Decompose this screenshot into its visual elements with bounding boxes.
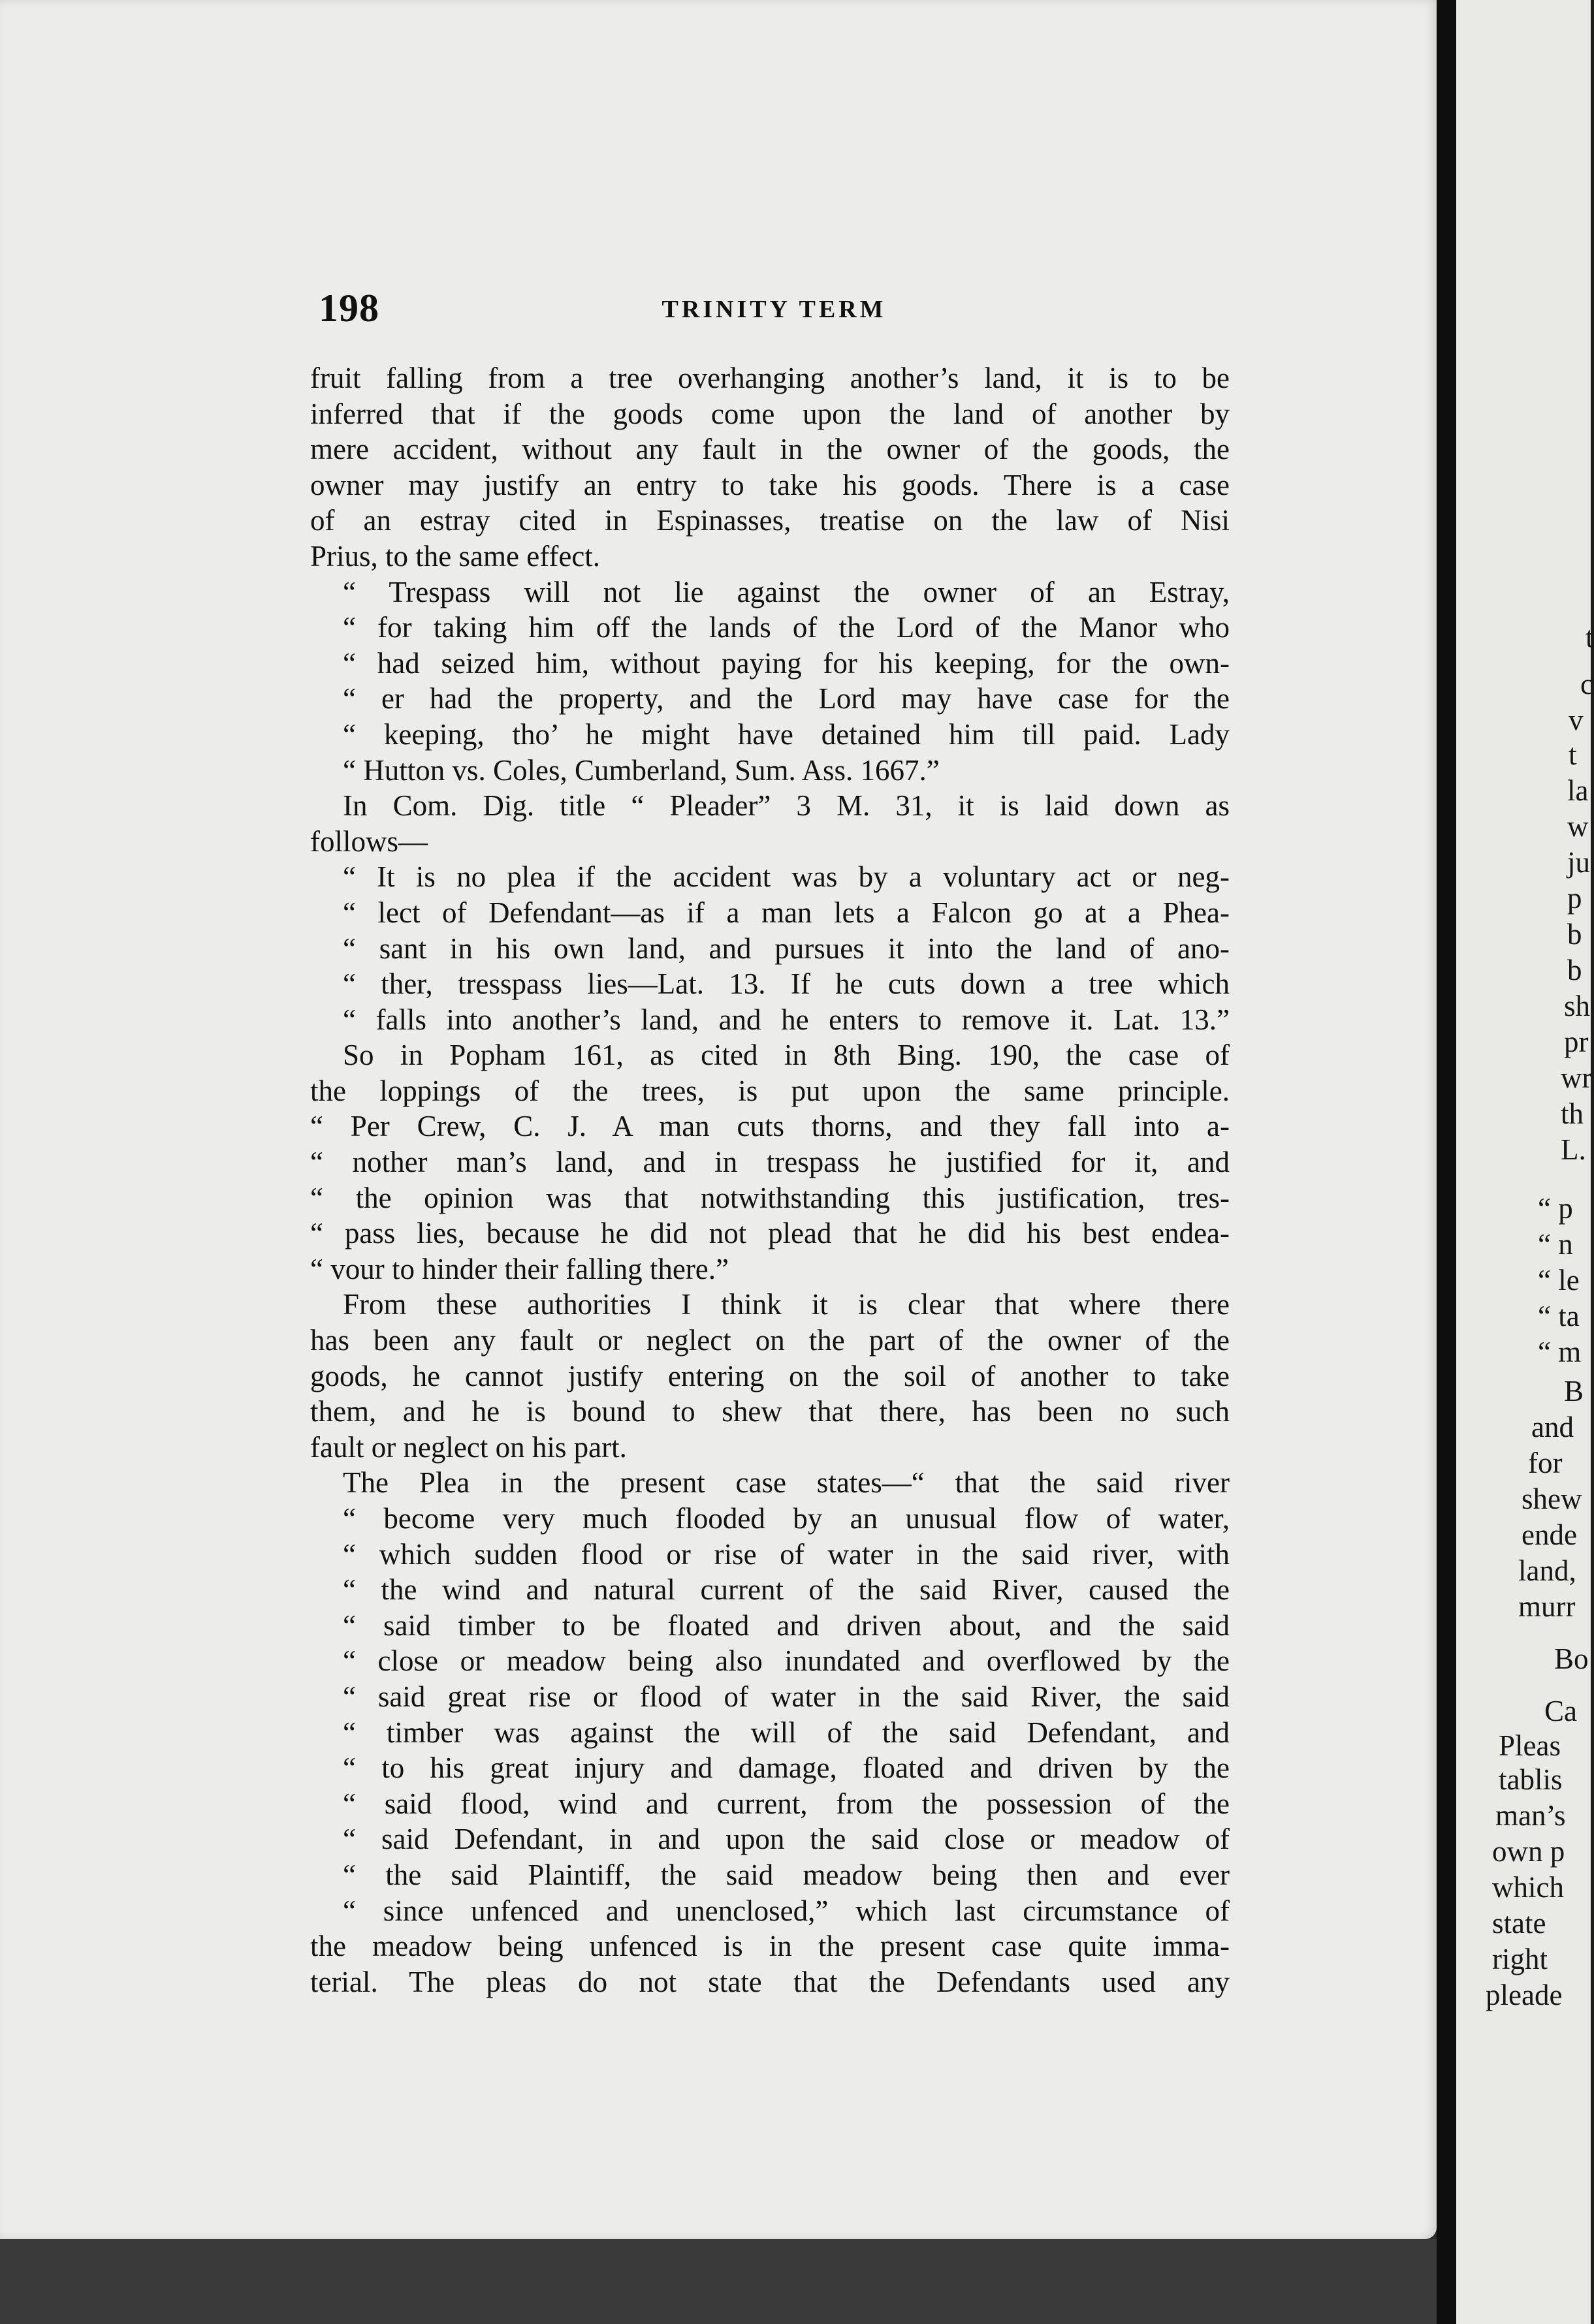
text-line: “ Trespass will not lie against the owner of an Estray, bbox=[343, 575, 1230, 608]
text-line: “ which sudden flood or rise of water in the said river, with bbox=[343, 1537, 1230, 1571]
right-page-fragment: b bbox=[1567, 918, 1582, 950]
page-bottom-shadow bbox=[0, 2239, 1437, 2324]
right-page-fragment: “ m bbox=[1538, 1336, 1582, 1368]
text-line: “ become very much flooded by an unusual flow of water, bbox=[343, 1502, 1230, 1535]
page-number: 198 bbox=[319, 287, 379, 330]
right-page-fragment: tablis bbox=[1499, 1763, 1563, 1796]
right-page-fragment: b bbox=[1567, 954, 1582, 986]
right-page-fragment: pr bbox=[1564, 1026, 1589, 1058]
text-line: the loppings of the trees, is put upon the same principle. bbox=[310, 1074, 1230, 1107]
right-page-fragment: la bbox=[1567, 774, 1589, 807]
right-page-fragment: shew bbox=[1522, 1483, 1582, 1515]
text-line: In Com. Dig. title “ Pleader” 3 M. 31, it is laid down as bbox=[343, 789, 1230, 823]
right-page-fragment: th bbox=[1561, 1097, 1584, 1130]
text-line: “ ther, tresspass lies—Lat. 13. If he cuts down a tree which bbox=[343, 967, 1230, 1001]
right-page-fragment: L. bbox=[1561, 1133, 1586, 1166]
right-page-fragment: sh bbox=[1564, 990, 1591, 1022]
right-page-fragment: and bbox=[1531, 1411, 1574, 1443]
text-line: “ to his great injury and damage, floated and driven by the bbox=[343, 1751, 1230, 1785]
right-page-fragment: Bo bbox=[1554, 1642, 1589, 1675]
text-line: follows— bbox=[310, 824, 428, 858]
text-line: “ lect of Defendant—as if a man lets a Falcon go at a Phea- bbox=[343, 896, 1230, 929]
right-page-fragment: w bbox=[1567, 810, 1589, 843]
right-page-fragment: “ le bbox=[1538, 1264, 1580, 1296]
right-page-fragment: t bbox=[1586, 621, 1594, 653]
text-line: “ keeping, tho’ he might have detained him till paid. Lady bbox=[343, 717, 1230, 751]
text-line: “ It is no plea if the accident was by a voluntary act or neg- bbox=[343, 860, 1230, 894]
text-line: “ said great rise or flood of water in the said River, the said bbox=[343, 1680, 1230, 1713]
right-page-fragment: right bbox=[1492, 1943, 1548, 1975]
text-line: “ said timber to be floated and driven about, and the said bbox=[343, 1609, 1230, 1642]
text-line: fault or neglect on his part. bbox=[310, 1430, 627, 1464]
text-line: terial. The pleas do not state that the Defendants used any bbox=[310, 1965, 1230, 1998]
text-line: goods, he cannot justify entering on the soil of another to take bbox=[310, 1359, 1230, 1392]
page-header bbox=[319, 286, 1230, 332]
right-page-fragment: pleade bbox=[1486, 1979, 1563, 2011]
right-page-fragment: land, bbox=[1518, 1554, 1576, 1587]
right-page-fragment: “ n bbox=[1538, 1228, 1573, 1261]
running-head: TRINITY TERM bbox=[662, 296, 887, 323]
text-line: “ said flood, wind and current, from the possession of the bbox=[343, 1787, 1230, 1820]
text-line: “ falls into another’s land, and he enters to remove it. Lat. 13.” bbox=[343, 1003, 1230, 1036]
text-line: Prius, to the same effect. bbox=[310, 539, 601, 573]
text-line: owner may justify an entry to take his goods. There is a case bbox=[310, 468, 1230, 501]
right-page-fragment: t bbox=[1569, 738, 1577, 771]
right-page-fragment: murr bbox=[1518, 1590, 1576, 1623]
text-line: mere accident, without any fault in the owner of the goods, the bbox=[310, 433, 1230, 466]
text-line: them, and he is bound to shew that there, has been no such bbox=[310, 1395, 1230, 1428]
right-page-fragment: Ca bbox=[1544, 1695, 1577, 1727]
text-line: “ Per Crew, C. J. A man cuts thorns, and they fall into a- bbox=[310, 1110, 1230, 1143]
text-line: “ sant in his own land, and pursues it into the land of ano- bbox=[343, 932, 1230, 965]
text-line: “ close or meadow being also inundated and overflowed by the bbox=[343, 1644, 1230, 1678]
right-page-fragment: man’s bbox=[1495, 1799, 1566, 1832]
book-gutter bbox=[1437, 0, 1456, 2324]
body-text bbox=[310, 360, 1230, 2000]
text-line: has been any fault or neglect on the part of the owner of the bbox=[310, 1324, 1230, 1357]
right-page-fragment: c bbox=[1580, 668, 1593, 700]
text-line: fruit falling from a tree overhanging another’s land, it is to be bbox=[310, 362, 1230, 394]
right-page-fragment: state bbox=[1492, 1907, 1546, 1939]
right-page-fragment: “ p bbox=[1538, 1192, 1573, 1225]
right-page-fragment: for bbox=[1528, 1447, 1563, 1479]
text-line: “ vour to hinder their falling there.” bbox=[310, 1252, 729, 1285]
text-line: “ Hutton vs. Coles, Cumberland, Sum. Ass. 1667.” bbox=[343, 753, 940, 787]
text-line: So in Popham 161, as cited in 8th Bing. 190, the case of bbox=[343, 1039, 1230, 1072]
text-line: “ er had the property, and the Lord may have case for the bbox=[343, 682, 1230, 715]
right-page-fragment: own p bbox=[1492, 1835, 1565, 1868]
right-page-fragment: which bbox=[1492, 1871, 1564, 1904]
text-line: “ said Defendant, in and upon the said close or meadow of bbox=[343, 1823, 1230, 1856]
right-page-fragment: “ ta bbox=[1538, 1300, 1580, 1332]
text-line: “ the wind and natural current of the said River, caused the bbox=[343, 1573, 1230, 1607]
right-page-fragment: ju bbox=[1567, 846, 1591, 879]
text-line: “ since unfenced and unenclosed,” which last circumstance of bbox=[343, 1894, 1230, 1927]
text-line: “ pass lies, because he did not plead that he did his best endea- bbox=[310, 1217, 1230, 1250]
text-line: From these authorities I think it is clear that where there bbox=[343, 1288, 1230, 1321]
text-line: “ for taking him off the lands of the Lord of the Manor who bbox=[343, 611, 1230, 644]
right-page-fragment: B bbox=[1564, 1375, 1584, 1407]
right-page-fragment: ende bbox=[1522, 1518, 1577, 1551]
text-line: “ nother man’s land, and in trespass he justified for it, and bbox=[310, 1146, 1230, 1179]
right-page-fragment: wr bbox=[1561, 1061, 1592, 1094]
text-line: inferred that if the goods come upon the land of another by bbox=[310, 397, 1230, 430]
text-line: the meadow being unfenced is in the present case quite imma- bbox=[310, 1930, 1230, 1963]
text-line: “ the opinion was that notwithstanding this justification, tres- bbox=[310, 1181, 1230, 1214]
text-line: of an estray cited in Espinasses, treatise on the law of Nisi bbox=[310, 504, 1230, 537]
text-line: “ had seized him, without paying for his keeping, for the own- bbox=[343, 646, 1230, 680]
text-line: “ timber was against the will of the said Defendant, and bbox=[343, 1716, 1230, 1749]
right-page-fragment: p bbox=[1567, 882, 1582, 915]
text-line: “ the said Plaintiff, the said meadow being then and ever bbox=[343, 1858, 1230, 1891]
right-page-fragment: v bbox=[1569, 704, 1584, 736]
text-line: The Plea in the present case states—“ that the said river bbox=[343, 1466, 1230, 1500]
right-page-fragment: Pleas bbox=[1499, 1729, 1561, 1762]
